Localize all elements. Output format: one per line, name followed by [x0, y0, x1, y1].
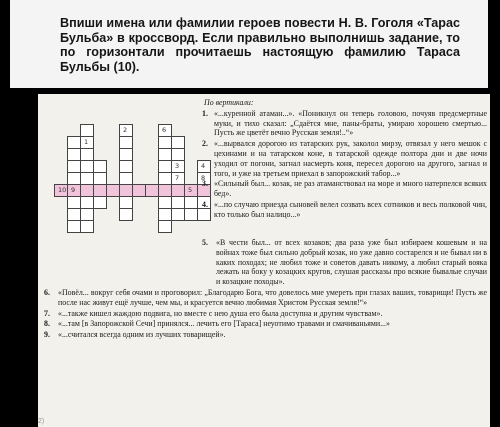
- clue-3: [202, 179, 487, 199]
- clues-wide: [44, 238, 487, 341]
- crossword-number-8: 8: [201, 174, 206, 182]
- clue-number: 3.: [202, 179, 208, 189]
- task-instruction: Впиши имена или фамилии героев повести Н. В. Гоголя «Тарас Бульба» в кроссворд. Если правильно выполнишь задание, то по горизонтали прочитаешь настоящую фамилию Тараса Бульбы (10).: [60, 16, 460, 74]
- crossword-number-10: 10: [58, 186, 67, 194]
- crossword-cell[interactable]: [171, 208, 185, 221]
- bottom-question-number: 2): [38, 418, 45, 425]
- crossword-cell[interactable]: [93, 196, 107, 209]
- crossword-cell[interactable]: [67, 220, 81, 233]
- clue-number: 6.: [44, 287, 50, 297]
- clue-number: 4.: [202, 199, 208, 209]
- clue-text: «...куренной атаман...». «Поникнул он теперь головою, почуяв предсмертные муки, и тихо сказал: „Сдаётся мне, паны-браты, умираю хорошею смертью... Пусть же цветёт вечно Русская земля!..“»: [214, 108, 487, 138]
- crossword-cell[interactable]: [106, 184, 120, 197]
- crossword-number-4: 4: [201, 162, 206, 170]
- crossword-page: [38, 94, 490, 427]
- crossword-cell[interactable]: [80, 220, 94, 233]
- crossword-cell[interactable]: [158, 220, 172, 233]
- clue-text: «...считался всегда одним из лучших товарищей».: [58, 330, 226, 340]
- clue-number: 9.: [44, 330, 50, 340]
- task-card: [10, 0, 488, 88]
- clue-number: 8.: [44, 319, 50, 329]
- clue-6: [44, 288, 487, 308]
- crossword-number-5: 5: [188, 186, 193, 194]
- clue-number: 5.: [202, 238, 208, 247]
- clue-text: «Сильный был... козак, не раз атаманствовал на море и много натерпелся всяких бед».: [214, 179, 487, 199]
- crossword-cell[interactable]: [145, 184, 159, 197]
- clue-text: «...также кишел жаждою подвига, но вместе с нею душа его была доступна и другим чувствам».: [58, 308, 383, 318]
- crossword-number-7: 7: [175, 174, 180, 182]
- clue-text: «...там [в Запорожской Сечи] принялся... лечить его [Тараса] неуотимо травами и смачиваньями...»: [58, 319, 390, 329]
- clue-1: [202, 109, 487, 138]
- clue-5: [202, 238, 487, 287]
- crossword-number-3: 3: [175, 162, 180, 170]
- crossword-number-2: 2: [123, 126, 128, 134]
- clue-2: [202, 139, 487, 178]
- crossword-cell[interactable]: [184, 208, 198, 221]
- crossword-cell[interactable]: [119, 208, 133, 221]
- clue-text: «Повёл... вокруг себя очами и проговорил: „Благодарю Бога, что довелось мне умереть при глазах ваших, товарищи! Пусть же после нас живут ещё лучше, чем мы, и красуется вечно любимая Христом Русская земля!“»: [58, 287, 487, 307]
- crossword-number-9: 9: [71, 186, 76, 194]
- clue-number: 7.: [44, 308, 50, 318]
- clue-7: [44, 309, 487, 319]
- clue-number: 2.: [202, 139, 208, 149]
- clue-text: «...по случаю приезда сыновей велел созвать всех сотников и весь полковой чин, кто только был налицо...»: [214, 199, 487, 219]
- crossword-cell[interactable]: [132, 184, 146, 197]
- clue-9: [44, 330, 487, 340]
- clue-text: «...вырвался дорогою из татарских рук, заколол мирзу, отвязал у него мешок с цехинами и на татарском коне, в татарской одежде полтора дни и две ночи уходил от погони, загнал насмерть коня, пересел дорогою на другого, загнал и того, и уже на третьем приехал в запорожский табор...»: [214, 139, 487, 178]
- crossword-number-1: 1: [84, 138, 89, 146]
- crossword-number-6: 6: [162, 126, 167, 134]
- clue-4: [202, 200, 487, 220]
- clue-text: «В чести был... от всех козаков; два раза уже был избираем кошевым и на войнах тоже был сильно добрый козак, но уже давно состарелся и не бывал ни в каких походах; не любил тоже и советов давать никому, а любил старый вояка лежать на боку у козацких кругов, слушая рассказы про всякие бывалые случаи и козацкие походы».: [216, 238, 487, 287]
- clue-8: [44, 319, 487, 329]
- clue-number: 1.: [202, 108, 208, 118]
- clues-column: [202, 98, 487, 221]
- clues-heading: По вертикали:: [204, 98, 254, 107]
